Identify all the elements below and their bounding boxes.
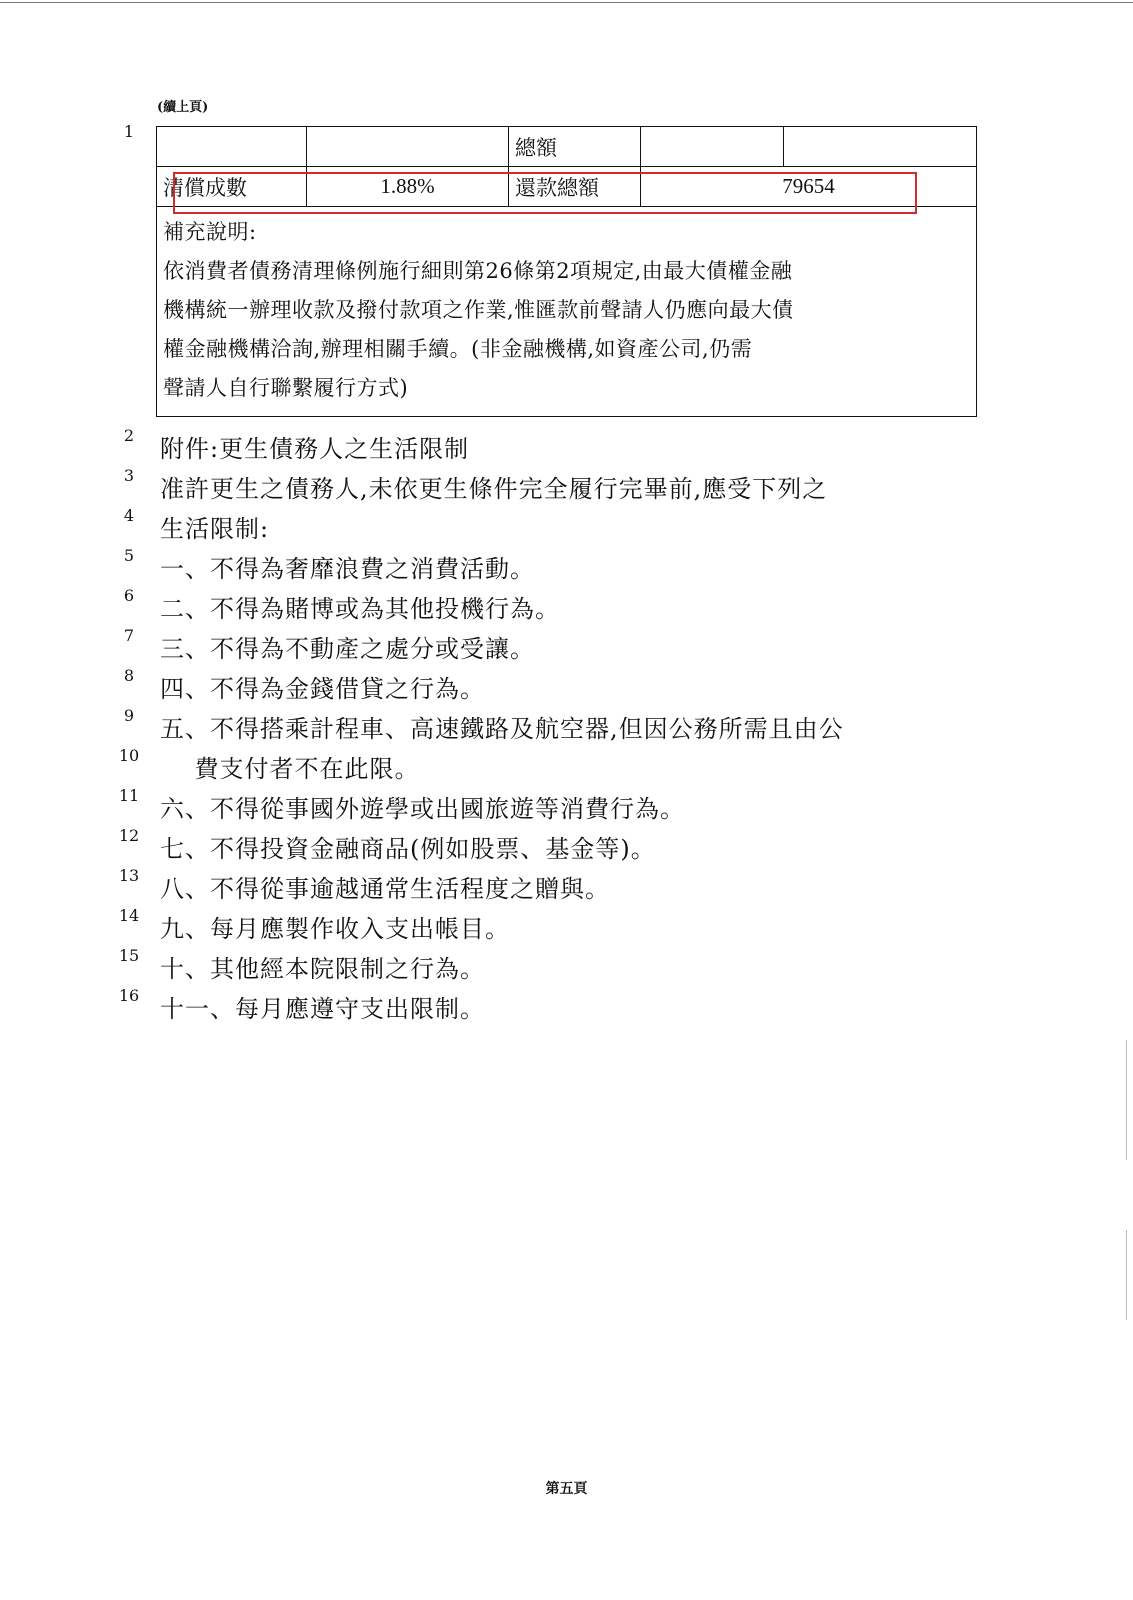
body-text-line: 生活限制: — [160, 515, 270, 543]
line-number: 11 — [118, 786, 140, 805]
restriction-item: 九、每月應製作收入支出帳目。 — [160, 915, 510, 943]
restriction-item: 七、不得投資金融商品(例如股票、基金等)。 — [160, 835, 656, 863]
table-cell — [307, 127, 509, 167]
table-row — [157, 207, 977, 417]
highlight-box — [173, 172, 917, 214]
table-cell — [641, 127, 784, 167]
line-number: 8 — [123, 666, 135, 685]
body-text-line: 准許更生之債務人,未依更生條件完全履行完畢前,應受下列之 — [160, 475, 828, 503]
line-number: 3 — [123, 466, 135, 485]
line-number: 12 — [118, 826, 140, 845]
line-number: 9 — [123, 706, 135, 725]
table-row — [157, 127, 977, 167]
line-number: 7 — [123, 626, 135, 645]
supplementary-note — [157, 207, 977, 417]
repayment-total-label: 還款總額 — [509, 167, 641, 207]
attachment-title: 附件:更生債務人之生活限制 — [160, 435, 470, 463]
line-number: 15 — [118, 946, 140, 965]
restriction-item-continuation: 費支付者不在此限。 — [160, 755, 420, 783]
scan-edge-mark — [1126, 1230, 1127, 1320]
repayment-total-value: 79654 — [641, 167, 977, 207]
scan-top-edge — [0, 2, 1133, 3]
line-number: 5 — [123, 546, 135, 565]
line-number: 6 — [123, 586, 135, 605]
scan-edge-mark — [1126, 1040, 1127, 1160]
note-line: 依消費者債務清理條例施行細則第26條第2項規定,由最大債權金融 — [163, 259, 793, 283]
restriction-item: 十、其他經本院限制之行為。 — [160, 955, 485, 983]
line-number: 16 — [118, 986, 140, 1005]
table-cell — [157, 127, 307, 167]
page-number: 第五頁 — [545, 1481, 588, 1497]
restriction-item: 五、不得搭乘計程車、高速鐵路及航空器,但因公務所需且由公 — [160, 715, 844, 743]
settlement-table — [156, 126, 977, 417]
table-cell — [784, 127, 977, 167]
note-line: 聲請人自行聯繫履行方式) — [163, 376, 409, 400]
line-number: 13 — [118, 866, 140, 885]
restriction-item: 二、不得為賭博或為其他投機行為。 — [160, 595, 560, 623]
restriction-item: 八、不得從事逾越通常生活程度之贈與。 — [160, 875, 610, 903]
repayment-ratio-value: 1.88% — [307, 167, 509, 207]
repayment-ratio-label: 清償成數 — [157, 167, 307, 207]
restriction-item: 四、不得為金錢借貸之行為。 — [160, 675, 485, 703]
line-number: 2 — [123, 426, 135, 445]
note-line: 補充說明: — [163, 220, 257, 244]
restriction-item: 三、不得為不動產之處分或受讓。 — [160, 635, 535, 663]
total-header-cell: 總額 — [509, 127, 641, 167]
restriction-item: 六、不得從事國外遊學或出國旅遊等消費行為。 — [160, 795, 685, 823]
line-number: 1 — [123, 122, 135, 141]
line-number: 4 — [123, 506, 135, 525]
note-line: 機構統一辦理收款及撥付款項之作業,惟匯款前聲請人仍應向最大債 — [163, 298, 794, 322]
line-number: 14 — [118, 906, 140, 925]
note-line: 權金融機構洽詢,辦理相關手續。(非金融機構,如資產公司,仍需 — [163, 337, 753, 361]
restriction-item: 十一、每月應遵守支出限制。 — [160, 995, 485, 1023]
restriction-item: 一、不得為奢靡浪費之消費活動。 — [160, 555, 535, 583]
continued-label: (續上頁) — [157, 100, 209, 115]
line-number: 10 — [118, 746, 140, 765]
